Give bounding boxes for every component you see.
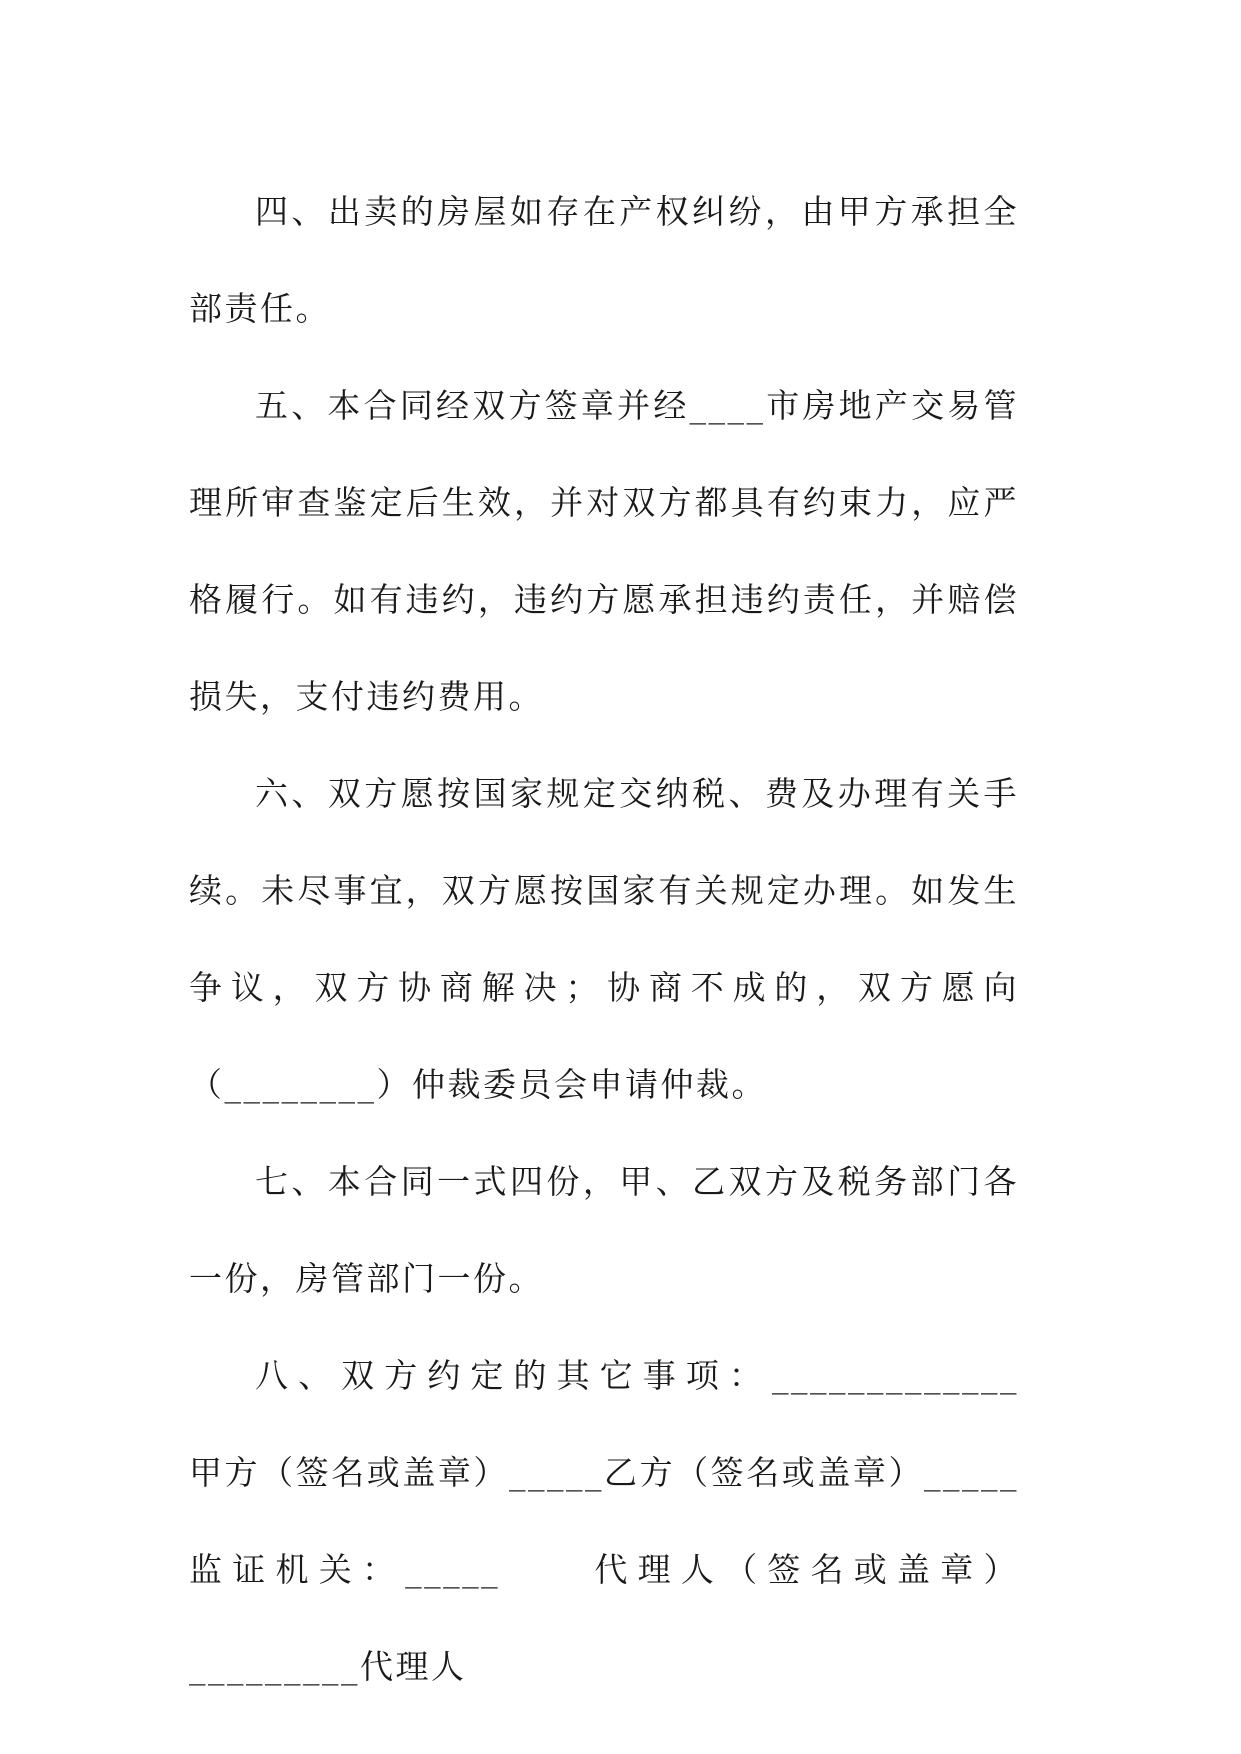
clause-7: 七、本合同一式四份，甲、乙双方及税务部门各一份，房管部门一份。 <box>189 1162 1019 1298</box>
clause-5: 五、本合同经双方签章并经____市房地产交易管理所审查鉴定后生效，并对双方都具有约束力，应严格履行。如有违约，违约方愿承担违约责任，并赔偿损失，支付违约费用。 <box>189 386 1019 716</box>
clause-4: 四、出卖的房屋如存在产权纠纷，由甲方承担全部责任。 <box>189 192 1019 328</box>
clause-6: 六、双方愿按国家规定交纳税、费及办理有关手续。未尽事宜，双方愿按国家有关规定办理。如发生争议，双方协商解决；协商不成的，双方愿向（________）仲裁委员会申请仲裁。 <box>189 774 1019 1104</box>
clause-8: 八、双方约定的其它事项：_____________ 甲方（签名或盖章）_____乙方（签名或盖章）_____监证机关：_____ 代理人（签名或盖章）_________代理人 <box>189 1356 1090 1686</box>
contract-body <box>189 163 1090 1715</box>
